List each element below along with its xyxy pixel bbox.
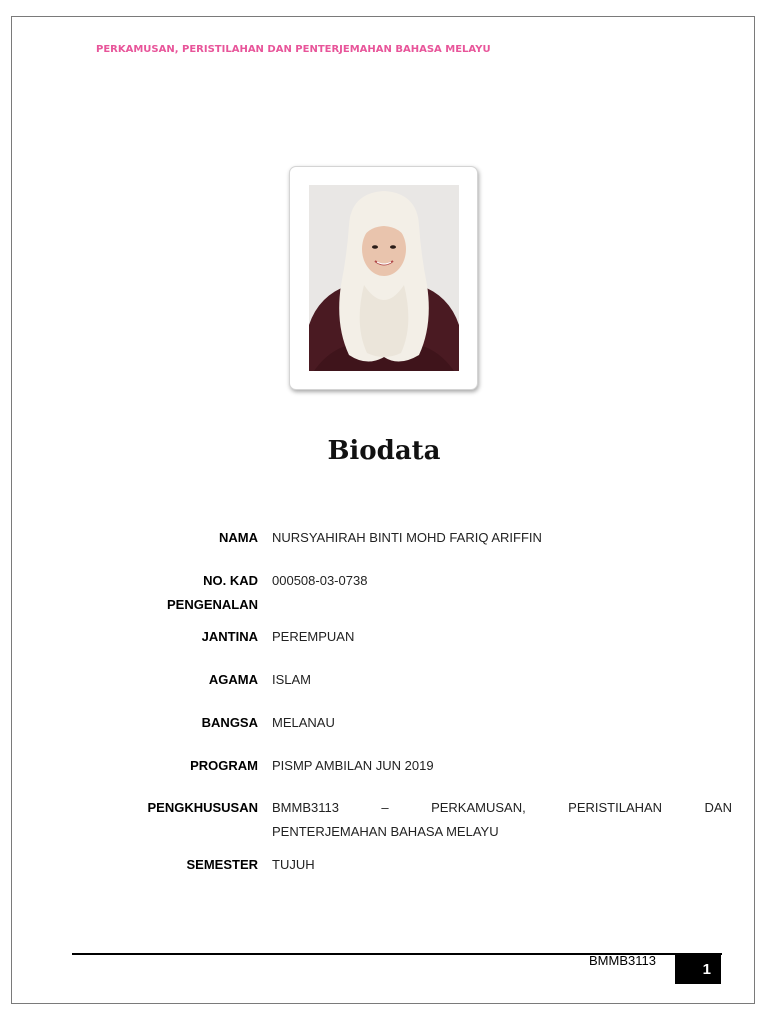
value-bangsa: MELANAU	[272, 715, 335, 730]
value-program: PISMP AMBILAN JUN 2019	[272, 758, 434, 773]
value-pengkhususan	[272, 796, 732, 844]
page-number: 1	[675, 955, 721, 984]
value-jantina: PEREMPUAN	[272, 629, 355, 644]
running-header: PERKAMUSAN, PERISTILAHAN DAN PENTERJEMAHAN BAHASA MELAYU	[96, 44, 491, 55]
label-jantina: JANTINA	[201, 629, 258, 644]
value-agama: ISLAM	[272, 672, 312, 687]
profile-photo	[309, 185, 459, 371]
label-bangsa: BANGSA	[201, 715, 258, 730]
value-nama: NURSYAHIRAH BINTI MOHD FARIQ ARIFFIN	[272, 530, 542, 545]
label-kad-line1: NO. KAD	[203, 573, 258, 588]
photo-frame	[289, 166, 478, 390]
value-word: PERKAMUSAN,	[431, 800, 526, 815]
value-semester: TUJUH	[272, 857, 315, 872]
label-semester: SEMESTER	[186, 857, 258, 872]
label-kad-line2: PENGENALAN	[166, 597, 258, 612]
label-agama: AGAMA	[208, 672, 258, 687]
document-page	[11, 16, 755, 1004]
value-kad: 000508-03-0738	[272, 573, 368, 588]
value-word: PERISTILAHAN	[568, 800, 663, 815]
value-pengkhususan-line2: PENTERJEMAHAN BAHASA MELAYU	[272, 824, 499, 839]
value-word: DAN	[704, 800, 732, 815]
label-nama: NAMA	[219, 530, 258, 545]
label-kad	[167, 569, 258, 617]
page-title: Biodata	[327, 436, 441, 466]
label-program: PROGRAM	[190, 758, 258, 773]
label-pengkhususan: PENGKHUSUSAN	[147, 800, 258, 815]
value-pengkhususan-line1	[272, 796, 732, 820]
value-word: BMMB3113	[272, 800, 339, 815]
footer-course-code: BMMB3113	[589, 953, 656, 968]
value-word: –	[381, 800, 389, 815]
